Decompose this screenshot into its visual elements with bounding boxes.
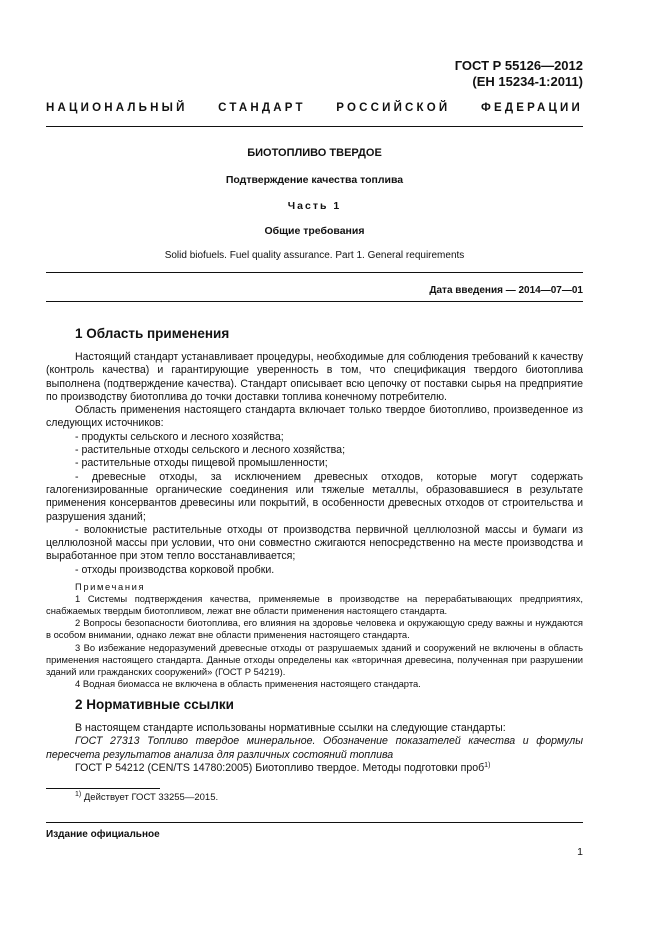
standard-code-block (455, 58, 583, 90)
section-1-heading: 1 Область применения (75, 326, 230, 341)
footnote-mark: 1) (75, 791, 82, 798)
edition-label: Издание официальное (46, 829, 160, 840)
header-rule (46, 126, 583, 127)
page-number: 1 (577, 846, 583, 858)
note-item: 2 Вопросы безопасности биотоплива, его влияния на здоровье человека и окружающую среду важны и нуждаются в особом внимании, однако лежат вне области применения настоящего стандарта. (46, 617, 583, 641)
introduction-date: Дата введения — 2014—07—01 (429, 285, 583, 296)
footnote-rule (46, 788, 160, 789)
list-item: - отходы производства корковой пробки. (75, 563, 275, 576)
list-item: - продукты сельского и лесного хозяйства; (75, 430, 284, 443)
section-1-body (46, 351, 583, 690)
footnote (75, 792, 218, 803)
note-item: 4 Водная биомасса не включена в область применения настоящего стандарта. (75, 677, 421, 689)
part-title: Общие требования (264, 225, 365, 237)
english-title: Solid biofuels. Fuel quality assurance. Part 1. General requirements (164, 250, 465, 261)
notes-heading: Примечания (75, 581, 146, 593)
standard-code-en: (ЕН 15234-1:2011) (472, 74, 583, 89)
paragraph: В настоящем стандарте использованы нормативные ссылки на следующие стандарты: (75, 722, 506, 734)
list-item: - растительные отходы сельского и лесного хозяйства; (75, 444, 346, 457)
list-item: - волокнистые растительные отходы от производства первичной целлюлозной массы и бумаги из целлюлозной массы при условии, что они совместно сжигаются непосредственно на месте производства и выработанное при этом тепло восстанавливается; (46, 523, 583, 563)
section-2-body (46, 722, 583, 775)
paragraph: Область применения настоящего стандарта включает только твердое биотопливо, произведенное из следующих источников: (46, 404, 583, 430)
note-item: 3 Во избежание недоразумений древесные отходы от разрушаемых зданий и сооружений не включены в область применения настоящего стандарта. Данные отходы определены как «вторичная древесина, полученная при разрушении зданий или гражданских сооружений» (ГОСТ Р 54219). (46, 641, 583, 677)
footer-rule (46, 822, 583, 823)
national-standard-banner: НАЦИОНАЛЬНЫЙ СТАНДАРТ РОССИЙСКОЙ ФЕДЕРАЦИИ (46, 102, 583, 114)
paragraph: Настоящий стандарт устанавливает процедуры, необходимые для соблюдения требований к качеству (контроль качества) и гарантирующие уверенность в том, что спецификация твердого биотоплива выполнена (подтверждение качества). Стандарт описывает всю цепочку от поставки сырья на предприятие по производству биотоплива до точки доставки топлива конечному потребителю. (46, 351, 583, 403)
note-item: 1 Системы подтверждения качества, применяемые в производстве на перерабатывающих предприятиях, снабжаемых твердым биотопливом, лежат вне области применения настоящего стандарта. (46, 593, 583, 617)
footnote-marker[interactable]: 1) (484, 761, 491, 769)
reference-gost-27313: ГОСТ 27313 Топливо твердое минеральное. Обозначение показателей качества и формулы пересчета результатов анализа для различных состояний топлива (46, 735, 583, 761)
list-item: - древесные отходы, за исключением древесных отходов, которые могут содержать галогенизированные органические соединения или тяжелые металлы, образовавшиеся в результате применения консервантов древесины или покрытий, в особенности древесных отходов от строительства и разрушения зданий; (46, 470, 583, 523)
reference-gost-r-54212 (46, 762, 583, 775)
notes-block (46, 581, 583, 690)
footnote-text: Действует ГОСТ 33255—2015. (81, 792, 219, 803)
document-title: БИОТОПЛИВО ТВЕРДОЕ (247, 147, 382, 159)
title-rule (46, 272, 583, 273)
reference-text: ГОСТ Р 54212 (CEN/TS 14780:2005) Биотопливо твердое. Методы подготовки проб (75, 761, 485, 774)
date-rule (46, 301, 583, 302)
part-label: Часть 1 (287, 200, 342, 212)
list-item: - растительные отходы пищевой промышленности; (75, 457, 328, 470)
section-2-heading: 2 Нормативные ссылки (75, 697, 234, 712)
document-subtitle: Подтверждение качества топлива (225, 174, 404, 186)
standard-code: ГОСТ Р 55126—2012 (454, 58, 583, 73)
